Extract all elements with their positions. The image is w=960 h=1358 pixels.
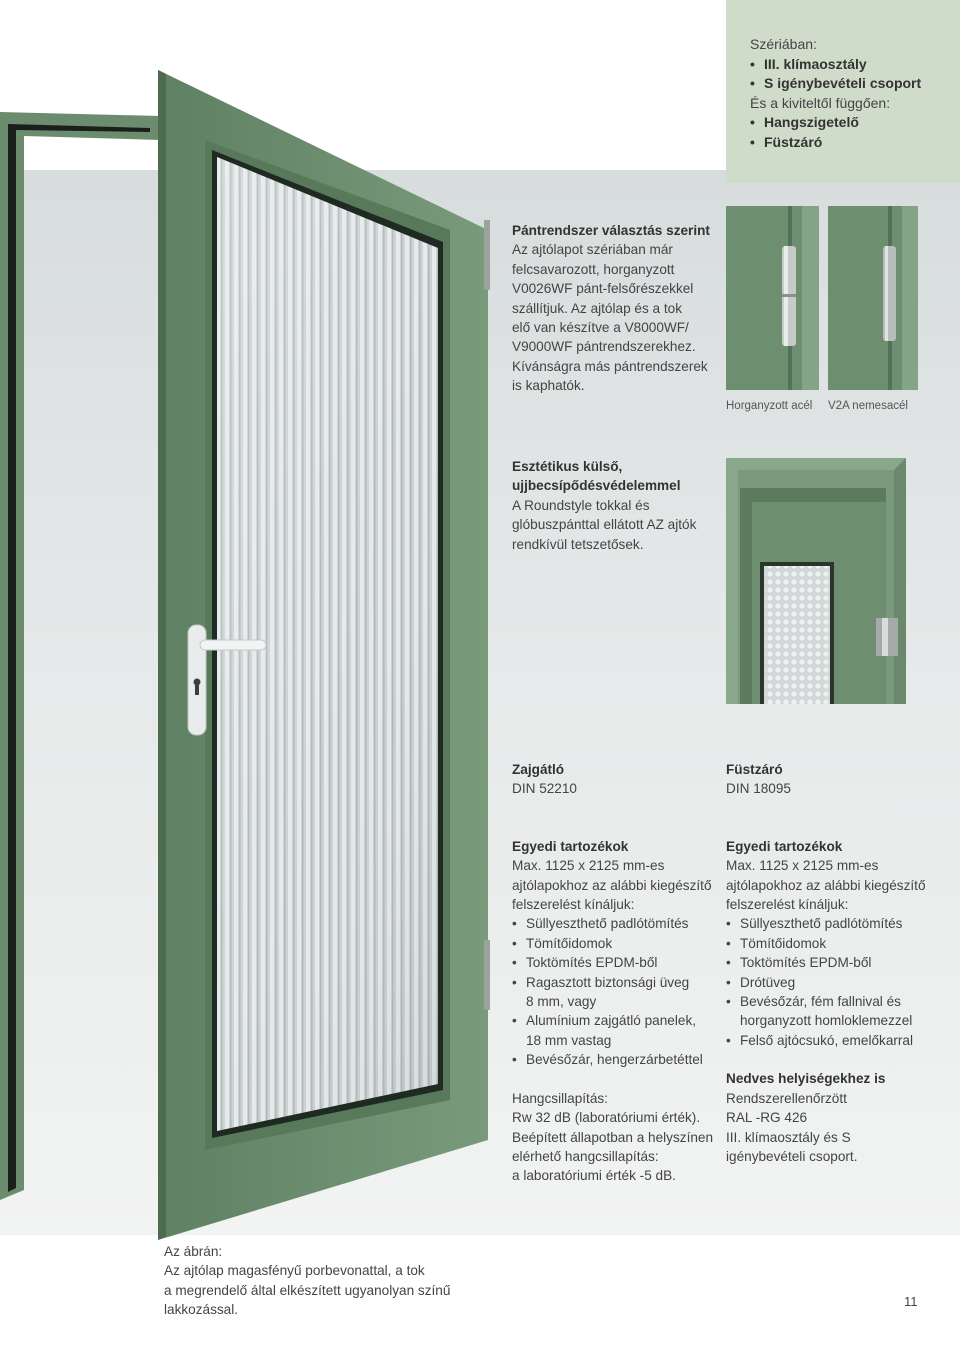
- door-illustration: [0, 70, 500, 1240]
- hinge-line: Az ajtólapot szériában már: [512, 242, 673, 258]
- series-item: • S igénybevételi csoport: [750, 74, 950, 94]
- aesthetic-heading: Esztétikus külső,: [512, 459, 623, 474]
- noise-intro-line: felszerelést kínáljuk:: [512, 897, 635, 913]
- aesthetic-line: rendkívül tetszetősek.: [512, 536, 644, 552]
- figure-caption-line: Az ajtólap magasfényű porbevonattal, a tok: [164, 1263, 425, 1279]
- noise-accessory-item: [512, 973, 717, 1012]
- figure-caption-line: Az ábrán:: [164, 1244, 223, 1259]
- hinge-line: V0026WF pánt-felsőrészekkel: [512, 281, 694, 297]
- wet-room-heading: Nedves helyiségekhez is: [726, 1071, 886, 1087]
- smoke-accessory-item: [726, 992, 946, 1031]
- hinge-section: [512, 221, 717, 396]
- hinge-caption-left: Horganyzott acél: [726, 400, 813, 412]
- sound-line: Beépített állapotban a helyszínen: [512, 1129, 714, 1145]
- series-intro: Szériában:: [750, 36, 817, 52]
- column-smoke-protection: [726, 760, 946, 1166]
- noise-accessories-heading: Egyedi tartozékok: [512, 838, 629, 854]
- smoke-accessory-item: • Drótüveg: [726, 973, 946, 992]
- noise-accessory-line: • Alumínium zajgátló panelek,: [526, 1013, 697, 1029]
- smoke-accessories-heading: Egyedi tartozékok: [726, 838, 843, 854]
- aesthetic-line: glóbuszpánttal ellátott AZ ajtók: [512, 517, 697, 533]
- series-item: • Hangszigetelő: [750, 113, 950, 133]
- hinge-photo-galvanized: [726, 206, 819, 390]
- smoke-intro-line: felszerelést kínáljuk:: [726, 897, 849, 913]
- noise-accessory-line: 8 mm, vagy: [526, 994, 597, 1010]
- smoke-norm: DIN 18095: [726, 781, 791, 797]
- sound-line: Hangcsillapítás:: [512, 1090, 608, 1106]
- noise-accessory-item: [512, 1011, 717, 1050]
- series-middle: És a kiviteltől függően:: [750, 94, 891, 111]
- aesthetic-section: [512, 457, 722, 554]
- wet-room-line: igénybevételi csoport.: [726, 1148, 858, 1164]
- hinge-line: elő van készítve a V8000WF/: [512, 320, 689, 336]
- hinge-line: is kaphatók.: [512, 378, 585, 394]
- wet-room-line: Rendszerellenőrzött: [726, 1090, 847, 1106]
- column-noise-protection: [512, 760, 717, 1186]
- smoke-title: Füstzáró: [726, 762, 783, 777]
- hinge-line: V9000WF pántrendszerekhez.: [512, 339, 696, 355]
- noise-accessory-item: • Süllyeszthető padlótömítés: [512, 914, 717, 933]
- noise-norm: DIN 52210: [512, 781, 577, 797]
- figure-caption-line: a megrendelő által elkészített ugyanolyan színű: [164, 1282, 451, 1298]
- smoke-intro-line: ajtólapokhoz az alábbi kiegészítő: [726, 877, 926, 893]
- hinge-photo-stainless: [828, 206, 918, 390]
- noise-intro-line: Max. 1125 x 2125 mm-es: [512, 858, 665, 874]
- smoke-accessory-line: horganyzott homloklemezzel: [740, 1013, 913, 1029]
- hinge-line: Kívánságra más pántrendszerek: [512, 358, 708, 374]
- corner-detail-photo: [726, 458, 906, 704]
- aesthetic-heading: ujjbecsípődésvédelemmel: [512, 478, 681, 494]
- sound-line: elérhető hangcsillapítás:: [512, 1148, 659, 1164]
- figure-caption-line: lakkozással.: [164, 1302, 239, 1318]
- smoke-accessory-item: • Tömítőidomok: [726, 934, 946, 953]
- smoke-accessory-line: • Bevésőzár, fém fallnival és: [740, 994, 901, 1010]
- hinge-line: szállítjuk. Az ajtólap és a tok: [512, 300, 683, 316]
- sound-line: a laboratóriumi érték -5 dB.: [512, 1168, 676, 1184]
- noise-accessory-line: • Ragasztott biztonsági üveg: [526, 974, 690, 990]
- wet-room-line: RAL -RG 426: [726, 1110, 808, 1126]
- hinge-caption-right: V2A nemesacél: [828, 400, 908, 412]
- aesthetic-line: A Roundstyle tokkal és: [512, 497, 650, 513]
- noise-accessory-item: • Toktömítés EPDM-ből: [512, 953, 717, 972]
- noise-intro-line: ajtólapokhoz az alábbi kiegészítő: [512, 877, 712, 893]
- hinge-line: felcsavarozott, horganyzott: [512, 261, 675, 277]
- smoke-accessory-item: • Süllyeszthető padlótömítés: [726, 914, 946, 933]
- noise-accessory-line: 18 mm vastag: [526, 1032, 612, 1048]
- wet-room-line: III. klímaosztály és S: [726, 1129, 851, 1145]
- series-item: • III. klímaosztály: [750, 55, 950, 75]
- smoke-intro-line: Max. 1125 x 2125 mm-es: [726, 858, 879, 874]
- noise-title: Zajgátló: [512, 762, 565, 777]
- series-features-box: [726, 0, 960, 183]
- series-item: • Füstzáró: [750, 133, 950, 153]
- hinge-heading: Pántrendszer választás szerint: [512, 223, 710, 238]
- noise-accessory-item: • Bevésőzár, hengerzárbetéttel: [512, 1050, 717, 1069]
- sound-line: Rw 32 dB (laboratóriumi érték).: [512, 1110, 701, 1126]
- figure-caption: [164, 1242, 494, 1320]
- page-number: 11: [904, 1294, 918, 1309]
- noise-accessory-item: • Tömítőidomok: [512, 934, 717, 953]
- smoke-accessory-item: • Felső ajtócsukó, emelőkarral: [726, 1031, 946, 1050]
- smoke-accessory-item: • Toktömítés EPDM-ből: [726, 953, 946, 972]
